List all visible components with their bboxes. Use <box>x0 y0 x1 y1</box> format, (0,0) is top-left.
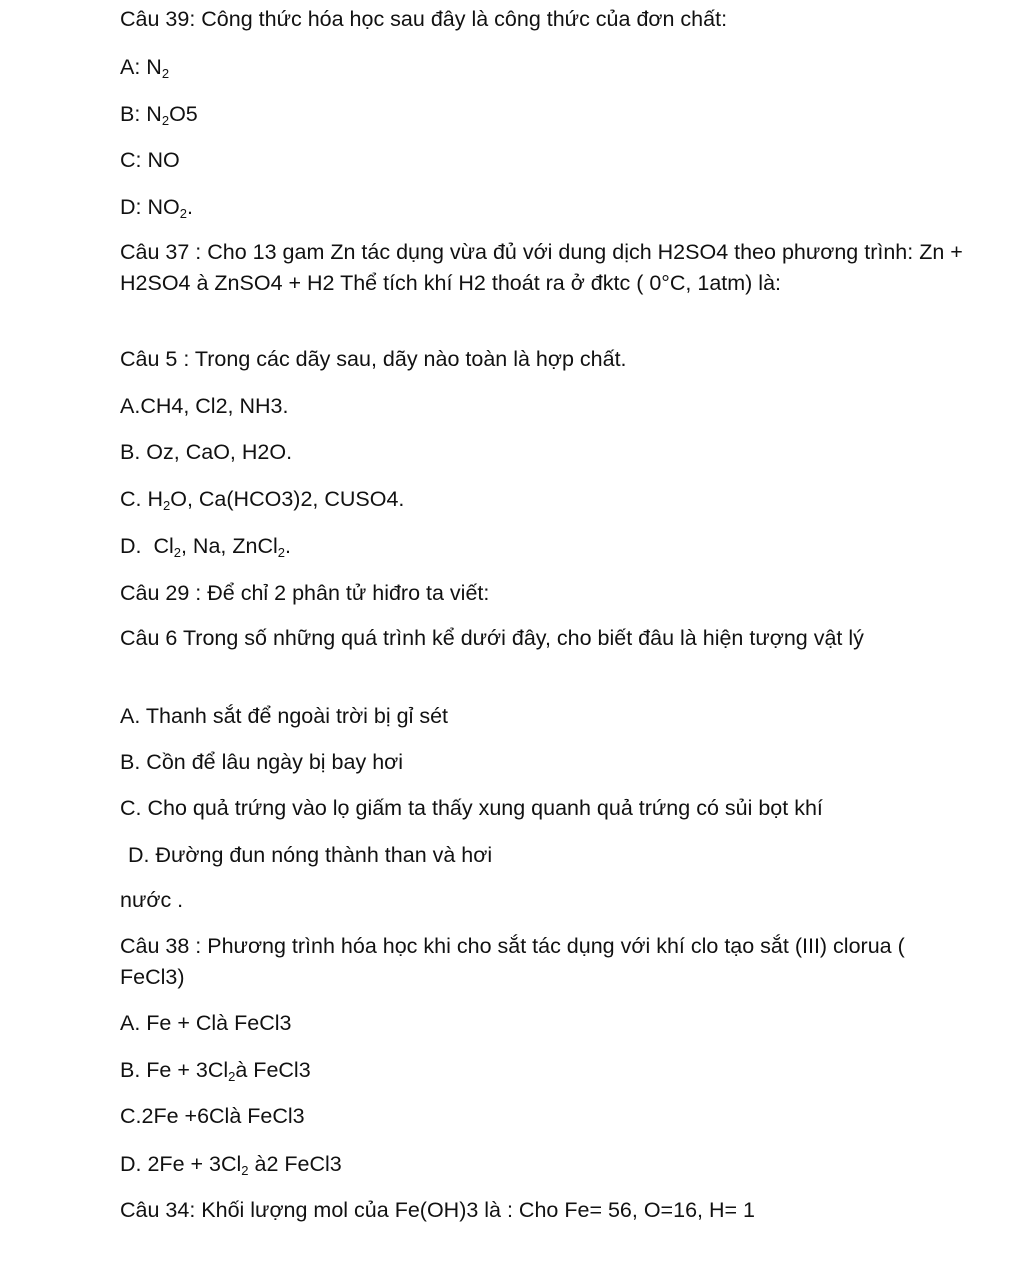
q38-option-b: B. $Fe + 3Cl_2à$ FeCl3 <box>120 1058 311 1084</box>
q39-option-a: A: $N_2$ <box>120 55 170 81</box>
q38-option-a: A. Fe + Clà FeCl3 <box>120 1011 292 1035</box>
q5-option-d: D. $Cl_2$, Na, ZnCl$_2$. <box>120 534 291 560</box>
question-39: Câu 39: Công thức hóa học sau đây là công thức của đơn chất: <box>120 7 728 31</box>
question-29: Câu 29 : Để chỉ 2 phân tử hiđro ta viết: <box>120 581 490 605</box>
q39-option-b: B: $N_2O5$ <box>120 102 198 128</box>
q38-option-c: C.2Fe +6Clà FeCl3 <box>120 1104 305 1128</box>
q5-option-b: B. Oz, CaO, H2O. <box>120 440 293 464</box>
question-5: Câu 5 : Trong các dãy sau, dãy nào toàn là hợp chất. <box>120 347 627 371</box>
q5-option-a: A.CH4, Cl2, NH3. <box>120 394 289 418</box>
question-37: Câu 37 : Cho 13 gam Zn tác dụng vừa đủ với dung dịch H2SO4 theo phương trình: Zn + H2SO4 à ZnSO4 + H2 Thể tích khí H2 thoát ra ở đktc ( 0°C, 1atm) là: <box>120 240 963 295</box>
q5-option-c: C. $H_2O$, Ca(HCO3)2, CUSO4. <box>120 487 405 513</box>
question-34: Câu 34: Khối lượng mol của Fe(OH)3 là : Cho Fe= 56, O=16, H= 1 <box>120 1198 755 1222</box>
q39-option-c: C: NO <box>120 148 180 172</box>
q6-option-d-continuation: nước . <box>120 888 184 912</box>
question-6: Câu 6 Trong số những quá trình kể dưới đây, cho biết đâu là hiện tượng vật lý <box>120 626 864 650</box>
q38-option-d: D. $2Fe + 3Cl_2$ à2 FeCl3 <box>120 1152 342 1178</box>
q6-option-b: B. Cồn để lâu ngày bị bay hơi <box>120 750 404 774</box>
q6-option-d: D. Đường đun nóng thành than và hơi <box>128 843 493 867</box>
question-38: Câu 38 : Phương trình hóa học khi cho sắt tác dụng với khí clo tạo sắt (III) clorua ( FeCl3) <box>120 934 905 989</box>
q6-option-a: A. Thanh sắt để ngoài trời bị gỉ sét <box>120 704 449 728</box>
q39-option-d: D: $NO_2$. <box>120 195 193 221</box>
q6-option-c: C. Cho quả trứng vào lọ giấm ta thấy xung quanh quả trứng có sủi bọt khí <box>120 796 823 820</box>
